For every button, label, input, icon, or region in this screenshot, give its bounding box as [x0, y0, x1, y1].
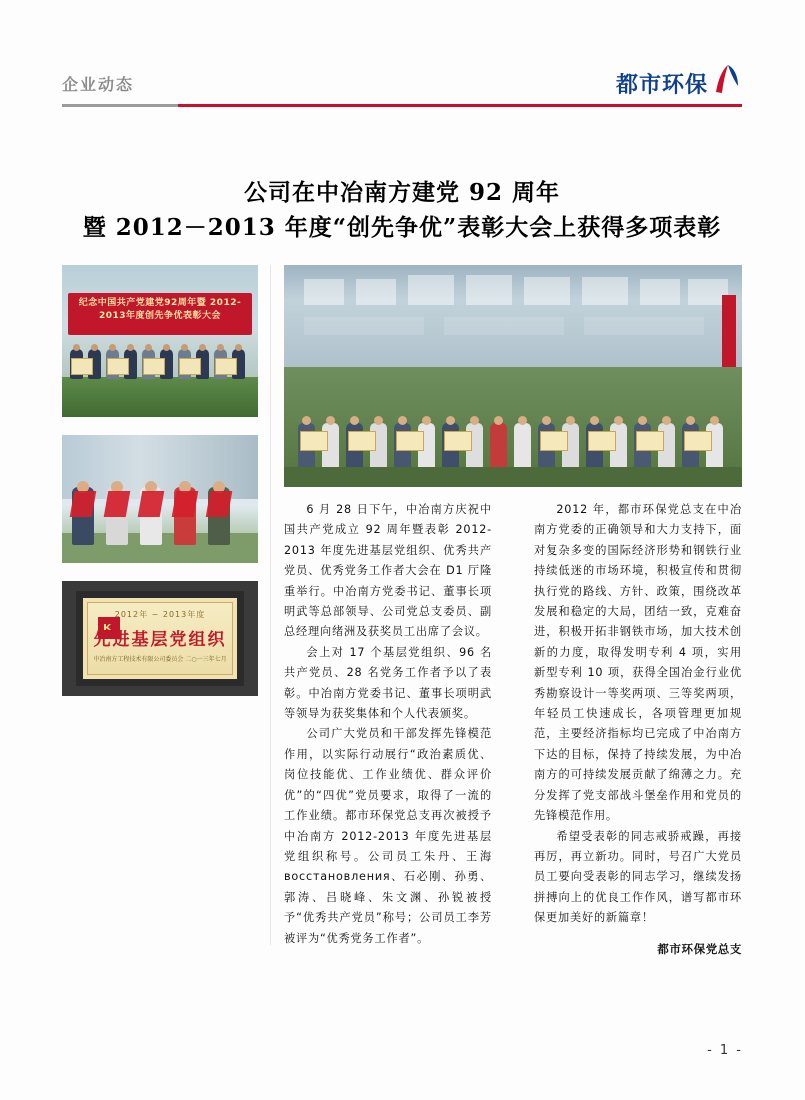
ceremony-banner: [68, 293, 252, 335]
page-number: - 1 -: [707, 1043, 743, 1058]
ceremony-banner-text: 纪念中国共产党建党92周年暨 2012-2013年度创先争优表彰大会: [78, 298, 242, 321]
plaque-year: 2012年 ~ 2013年度: [114, 610, 206, 619]
header-section-label: 企业动态: [62, 75, 135, 94]
brand-name: 都市环保: [615, 73, 708, 98]
paragraph: 2012 年，都市环保党总支在中冶南方党委的正确领导和大力支持下，面对复杂多变的国际经济形势和钢铁行业持续低迷的市场环境，积极宣传和贯彻执行党的路线、方针、政策，围绕改革发展和稳定的大局，团结一致，克难奋进，积极开拓非钢铁市场，加大技术创新的力度，取得发明专利 4 项，实用新型专利 10 项，获得全国冶金行业优秀勘察设计一等奖两项、三等奖两项，年轻员工快速成长，各项管理更加规范，主要经济指标均已完成了中冶南方下达的目标，保持了持续发展，为中冶南方的可持续发展贡献了绵薄之力。充分发挥了党支部战斗堡垒作用和党员的先锋模范作用。: [534, 503, 742, 823]
photo-ceremony-stage: [62, 265, 258, 417]
title-line-1: 公司在中冶南方建党 92 周年: [243, 179, 561, 206]
paragraph: 希望受表彰的同志戒骄戒躁，再接再厉，再立新功。同时，号召广大党员员工要向受表彰的同志学习，继续发扬拼搏向上的优良工作作风，谱写都市环保更加美好的新篇章！: [534, 829, 742, 925]
photo-award-recipients-outdoors: [62, 435, 258, 563]
plaque-title: 先进基层党组织: [93, 630, 227, 650]
article-column-left: [284, 500, 492, 949]
article-signature: 都市环保党总支: [657, 941, 742, 956]
header-rule-grey: [62, 104, 178, 107]
plaque-frame: [76, 591, 244, 686]
stage-foreground: [62, 377, 258, 417]
plaque-face: [87, 602, 233, 675]
article-column-right: [534, 500, 742, 959]
column-divider: [270, 265, 271, 945]
paragraph: 公司广大党员和干部发挥先锋模范作用，以实际行动展行“政治素质优、岗位技能优、工作业绩优、群众评价优”的“四优”党员要求，取得了一流的工作业绩。都市环保党总支再次被授予中冶南方 2012-2013 年度先进基层党组织称号。公司员工朱丹、王海восстановления、石必刚、孙勇、郭涛、吕晓峰、朱文渊、孙锐被授予“优秀共产党员”称号；公司员工李芳被评为“优秀党务工作者”。: [284, 727, 492, 945]
paragraph: 会上对 17 个基层党组织、96 名共产党员、28 名党务工作者予以了表彰。中冶南方党委书记、董事长项明武等领导为获奖集体和个人代表颁奖。: [284, 645, 492, 721]
left-photo-column: [62, 265, 258, 696]
article-title: [62, 175, 742, 245]
brand-logo-icon: [712, 62, 742, 96]
title-line-2: 暨 2012－2013 年度“创先争优”表彰大会上获得多项表彰: [82, 214, 722, 241]
page-header: [62, 62, 742, 108]
crowd: [284, 369, 742, 469]
background-building: [284, 265, 742, 383]
photo-plaque-advanced-party-organization: [62, 581, 258, 696]
paragraph: 6 月 28 日下午，中冶南方庆祝中国共产党成立 92 周年暨表彰 2012-2013 年度先进基层党组织、优秀共产党员、优秀党务工作者大会在 D1 厅隆重举行。中冶南方党委书记、董事长项明武等总部领导、公司党总支委员、副总经理向绪洲及获奖员工出席了会议。: [284, 503, 492, 639]
plaque-subtitle: 中冶南方工程技术有限公司委员会 二○一三年七月: [93, 656, 227, 663]
group-photo-award-ceremony: [284, 265, 742, 487]
ground: [284, 467, 742, 487]
